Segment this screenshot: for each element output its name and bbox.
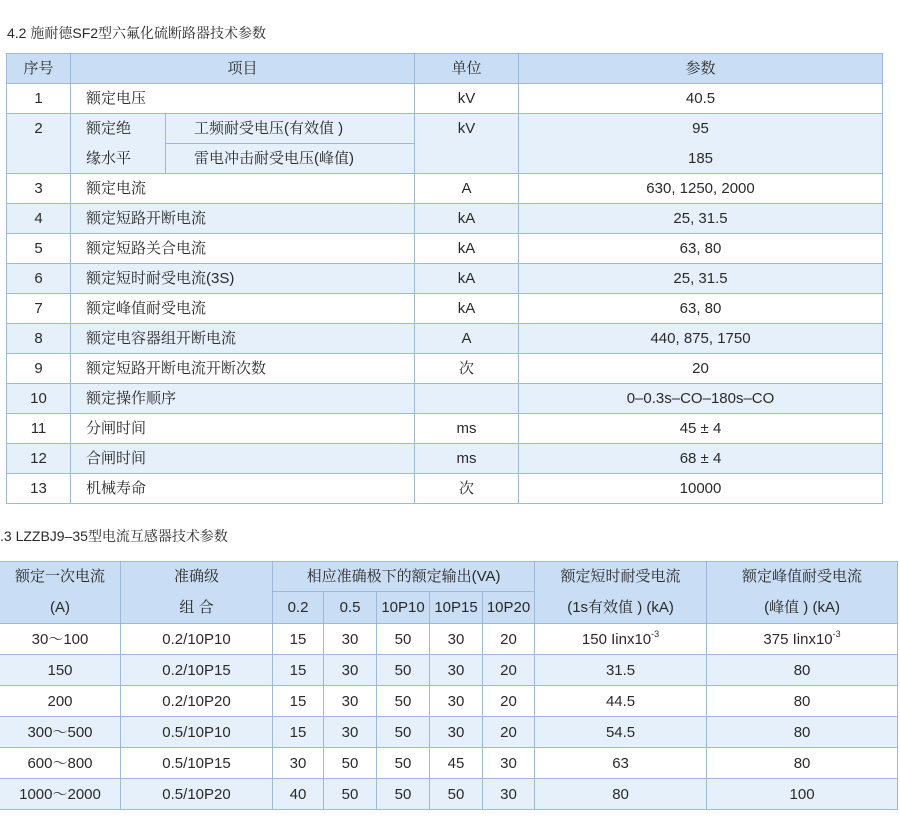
table-row: [0, 655, 898, 686]
row-item: 机械寿命: [71, 474, 415, 504]
row-unit: [415, 384, 519, 414]
row-current: 1000～2000: [0, 779, 121, 810]
header-primary-current-unit: (A): [0, 592, 121, 624]
row-output: 30: [430, 624, 483, 655]
row-short-time: 80: [535, 779, 707, 810]
table-row: [7, 414, 883, 444]
row-no: 12: [7, 444, 71, 474]
row-value: 95: [519, 114, 883, 144]
row-current: 30～100: [0, 624, 121, 655]
row-no: 7: [7, 294, 71, 324]
row-no: 3: [7, 174, 71, 204]
table-row: [0, 779, 898, 810]
row-item: 额定短路开断电流开断次数: [71, 354, 415, 384]
row-unit: kA: [415, 234, 519, 264]
row-item: 额定电压: [71, 84, 415, 114]
header-peak-unit: (峰值 ) (kA): [707, 592, 898, 624]
row-output: 50: [377, 779, 430, 810]
row-value: 63, 80: [519, 234, 883, 264]
table-row: [7, 174, 883, 204]
row-item: 额定短时耐受电流(3S): [71, 264, 415, 294]
table-row: [7, 294, 883, 324]
row-current: 200: [0, 686, 121, 717]
row-unit: ms: [415, 444, 519, 474]
row-item-group-line1: 额定绝: [71, 114, 166, 144]
row-peak: 80: [707, 686, 898, 717]
row-output: 30: [483, 748, 535, 779]
row-output: 30: [273, 748, 324, 779]
row-output: 50: [377, 717, 430, 748]
row-current: 300～500: [0, 717, 121, 748]
table2-title: .3 LZZBJ9–35型电流互感器技术参数: [0, 528, 228, 544]
table-row: [7, 114, 883, 144]
table-row: [0, 748, 898, 779]
row-output: 15: [273, 624, 324, 655]
row-unit: ms: [415, 414, 519, 444]
header-primary-current: 额定一次电流: [0, 562, 121, 592]
row-output: 20: [483, 655, 535, 686]
row-unit: kV: [415, 84, 519, 114]
row-unit: A: [415, 174, 519, 204]
row-item: 额定电容器组开断电流: [71, 324, 415, 354]
row-value: 440, 875, 1750: [519, 324, 883, 354]
table-row: [7, 264, 883, 294]
row-accuracy: 0.2/10P10: [121, 624, 273, 655]
row-item: 额定短路关合电流: [71, 234, 415, 264]
table-row: [0, 686, 898, 717]
row-peak: 80: [707, 655, 898, 686]
row-accuracy: 0.5/10P20: [121, 779, 273, 810]
header-value: 参数: [519, 54, 883, 84]
row-item: 合闸时间: [71, 444, 415, 474]
row-output: 50: [430, 779, 483, 810]
row-short-time: 54.5: [535, 717, 707, 748]
header-rated-output: 相应准确极下的额定输出(VA): [273, 562, 535, 592]
header-item: 项目: [71, 54, 415, 84]
row-no: 6: [7, 264, 71, 294]
row-peak: 80: [707, 748, 898, 779]
row-short-time: 44.5: [535, 686, 707, 717]
row-item: 额定电流: [71, 174, 415, 204]
row-accuracy: 0.5/10P10: [121, 717, 273, 748]
table-row: [0, 624, 898, 655]
row-output: 30: [430, 717, 483, 748]
row-output: 45: [430, 748, 483, 779]
row-item: 额定峰值耐受电流: [71, 294, 415, 324]
row-value: 25, 31.5: [519, 264, 883, 294]
breaker-parameters-table: [6, 53, 883, 504]
row-accuracy: 0.2/10P20: [121, 686, 273, 717]
row-output: 30: [324, 655, 377, 686]
row-output: 15: [273, 655, 324, 686]
header-short-time: 额定短时耐受电流: [535, 562, 707, 592]
row-output: 50: [377, 686, 430, 717]
row-output: 20: [483, 717, 535, 748]
row-output: 30: [430, 655, 483, 686]
table-row: [7, 324, 883, 354]
row-unit: 次: [415, 474, 519, 504]
table1-title: 4.2 施耐德SF2型六氟化硫断路器技术参数: [7, 25, 267, 41]
row-unit: 次: [415, 354, 519, 384]
table-row: [7, 204, 883, 234]
row-no: 9: [7, 354, 71, 384]
header-class-10p15: 10P15: [430, 592, 483, 624]
row-accuracy: 0.2/10P15: [121, 655, 273, 686]
row-output: 30: [483, 779, 535, 810]
row-value: 45 ± 4: [519, 414, 883, 444]
row-unit: kA: [415, 294, 519, 324]
row-current: 150: [0, 655, 121, 686]
header-unit: 单位: [415, 54, 519, 84]
table-row: [7, 384, 883, 414]
row-short-time: 63: [535, 748, 707, 779]
header-accuracy-combo: 组 合: [121, 592, 273, 624]
peak-exponent: -3: [832, 628, 841, 639]
row-unit: kA: [415, 264, 519, 294]
row-output: 20: [483, 686, 535, 717]
row-value: 40.5: [519, 84, 883, 114]
row-output: 50: [377, 624, 430, 655]
row-no: 4: [7, 204, 71, 234]
row-output: 50: [324, 748, 377, 779]
header-class-0-2: 0.2: [273, 592, 324, 624]
header-no: 序号: [7, 54, 71, 84]
row-peak: 80: [707, 717, 898, 748]
short-time-exponent: -3: [651, 628, 660, 639]
table-row: [0, 717, 898, 748]
table-row: [7, 354, 883, 384]
row-item-group-line2: 缘水平: [71, 144, 166, 174]
table-row: [7, 234, 883, 264]
row-no: 10: [7, 384, 71, 414]
row-no: 11: [7, 414, 71, 444]
row-peak: 100: [707, 779, 898, 810]
row-value: 10000: [519, 474, 883, 504]
table2-header-row: [0, 562, 898, 592]
header-class-0-5: 0.5: [324, 592, 377, 624]
row-peak: [707, 624, 898, 655]
header-class-10p10: 10P10: [377, 592, 430, 624]
header-short-time-unit: (1s有效值 ) (kA): [535, 592, 707, 624]
row-output: 15: [273, 717, 324, 748]
row-value: 630, 1250, 2000: [519, 174, 883, 204]
row-value: 0–0.3s–CO–180s–CO: [519, 384, 883, 414]
peak-text: 375 Iinx10: [763, 630, 833, 648]
row-no: 8: [7, 324, 71, 354]
row-short-time: [535, 624, 707, 655]
row-item: 额定短路开断电流: [71, 204, 415, 234]
short-time-text: 150 Iinx10: [581, 630, 652, 648]
row-output: 30: [324, 686, 377, 717]
row-item: 额定操作顺序: [71, 384, 415, 414]
row-output: 50: [377, 748, 430, 779]
row-no: 2: [7, 114, 71, 174]
row-value: 25, 31.5: [519, 204, 883, 234]
row-output: 20: [483, 624, 535, 655]
row-no: 5: [7, 234, 71, 264]
row-no: 13: [7, 474, 71, 504]
table2-subheader-row: [0, 592, 898, 624]
header-peak: 额定峰值耐受电流: [707, 562, 898, 592]
row-output: 30: [324, 717, 377, 748]
row-unit: kA: [415, 204, 519, 234]
row-current: 600～800: [0, 748, 121, 779]
row-output: 30: [324, 624, 377, 655]
header-class-10p20: 10P20: [483, 592, 535, 624]
table-row: [7, 84, 883, 114]
row-value: 68 ± 4: [519, 444, 883, 474]
row-output: 50: [324, 779, 377, 810]
current-transformer-table: [0, 561, 898, 810]
row-sub-item: 雷电冲击耐受电压(峰值): [166, 144, 415, 174]
row-output: 40: [273, 779, 324, 810]
row-value: 185: [519, 144, 883, 174]
table1-header-row: [7, 54, 883, 84]
row-output: 30: [430, 686, 483, 717]
row-unit: A: [415, 324, 519, 354]
table-row: [7, 474, 883, 504]
row-output: 50: [377, 655, 430, 686]
header-accuracy: 准确级: [121, 562, 273, 592]
row-item: 分闸时间: [71, 414, 415, 444]
row-unit: kV: [415, 114, 519, 174]
row-output: 15: [273, 686, 324, 717]
row-short-time: 31.5: [535, 655, 707, 686]
row-value: 63, 80: [519, 294, 883, 324]
row-sub-item: 工频耐受电压(有效值 ): [166, 114, 415, 144]
table-row: [7, 444, 883, 474]
row-value: 20: [519, 354, 883, 384]
row-no: 1: [7, 84, 71, 114]
row-accuracy: 0.5/10P15: [121, 748, 273, 779]
